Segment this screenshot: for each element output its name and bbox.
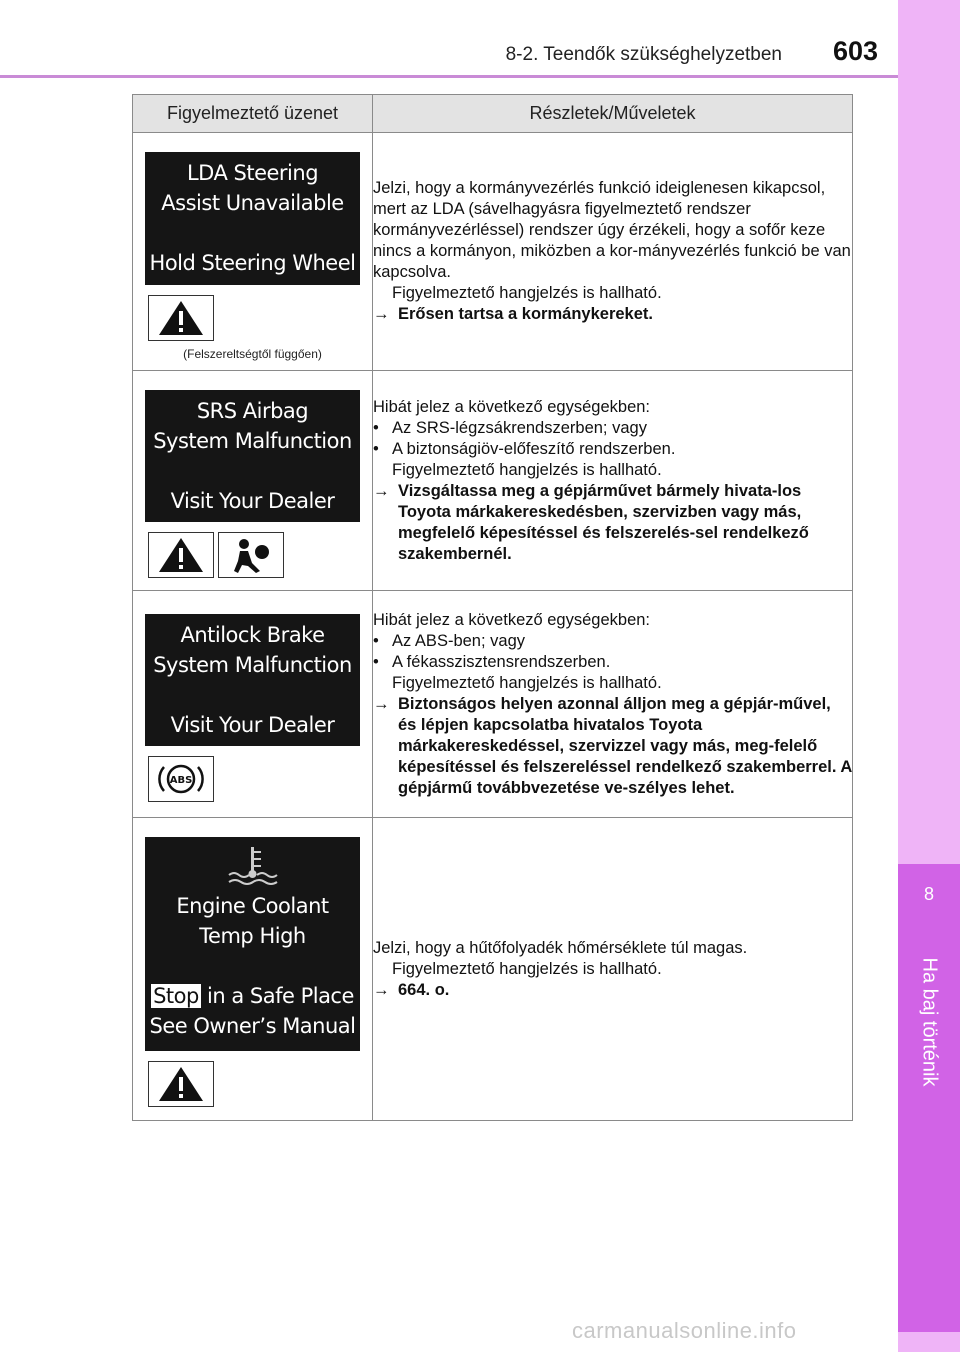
page-number: 603 — [833, 36, 879, 66]
col-header-message: Figyelmeztető üzenet — [133, 95, 373, 133]
screen-line — [145, 951, 360, 981]
col-header-details: Részletek/Műveletek — [373, 95, 853, 133]
side-tab-label: Ha baj történik — [918, 957, 941, 1087]
sound-note: Figyelmeztető hangjelzés is hallható. — [392, 959, 662, 978]
screen-line: Temp High — [199, 924, 306, 948]
sound-note: Figyelmeztető hangjelzés is hallható. — [392, 460, 662, 479]
screen-line — [145, 456, 360, 486]
abs-icon — [148, 756, 214, 802]
section-title: 8-2. Teendők szükséghelyzetben — [505, 44, 782, 65]
screen-line: LDA Steering — [186, 161, 319, 185]
coolant-temp-icon — [145, 843, 360, 891]
action-text: → Biztonságos helyen azonnal álljon meg a gépjár-művel, és lépjen kapcsolatba hivatalos Toyota márkakereskedéssel, szervizzel vagy más, meg-felelő képesítéssel és felszereléssel rendelkező szakemberrel. A gépjármű továbbvezetése ve-szélyes lehet. — [373, 694, 852, 797]
warning-triangle-icon — [148, 1061, 214, 1107]
details-cell — [373, 591, 853, 818]
display-screen-srs — [145, 390, 360, 522]
watermark: carmanualsonline.info — [572, 1318, 797, 1343]
description-text: Jelzi, hogy a kormányvezérlés funkció ideiglenesen kikapcsol, mert az LDA (sávelhagyásra figyelmeztető rendszer kormányvezérléssel) rendszer úgy érzékeli, hogy a sofőr keze nincs a kormányon, miközben a kor-mányvezérlés funkció be van kapcsolva. — [373, 179, 851, 281]
details-cell — [373, 371, 853, 591]
list-item: • Az ABS-ben; vagy — [373, 631, 525, 650]
screen-line: SRS Airbag — [196, 399, 309, 423]
action-text: → Erősen tartsa a kormánykereket. — [373, 305, 653, 323]
screen-line: System Malfunction — [153, 653, 352, 677]
screen-line: Engine Coolant — [176, 894, 329, 918]
intro-text: Hibát jelez a következő egységekben: — [373, 397, 651, 416]
message-cell — [133, 371, 373, 591]
table-row — [133, 591, 853, 818]
details-cell — [373, 818, 853, 1121]
action-text: → 664. o. — [373, 980, 450, 999]
description-text: Jelzi, hogy a hűtőfolyadék hőmérséklete túl magas. — [373, 938, 748, 957]
screen-line — [145, 680, 360, 710]
message-cell — [133, 133, 373, 371]
arrow-icon: → — [373, 980, 390, 999]
message-cell — [133, 818, 373, 1121]
sound-note: Figyelmeztető hangjelzés is hallható. — [392, 284, 662, 302]
intro-text: Hibát jelez a következő egységekben: — [373, 610, 651, 629]
screen-line: Stop in a Safe Place — [153, 984, 354, 1008]
screen-line — [145, 218, 360, 248]
screen-line: Visit Your Dealer — [170, 489, 335, 513]
indicator-icons — [148, 1061, 372, 1107]
table-row — [133, 818, 853, 1121]
side-tab-number: 8 — [923, 884, 934, 904]
sound-note: Figyelmeztető hangjelzés is hallható. — [392, 673, 662, 692]
screen-line: Hold Steering Wheel — [149, 251, 356, 275]
screen-line: Antilock Brake — [180, 623, 325, 647]
side-tab-active-section — [898, 864, 960, 1332]
table-row — [133, 133, 853, 371]
arrow-icon: → — [373, 694, 390, 713]
action-text: → Vizsgáltassa meg a gépjárművet bármely hivata-los Toyota márkakereskedésben, szervizben vagy más, megfelelő képesítéssel és felszerelés-sel rendelkező szakembernél. — [373, 481, 809, 563]
display-screen-abs — [145, 614, 360, 746]
stop-label: Stop — [153, 984, 199, 1008]
table-header-row — [133, 95, 853, 133]
arrow-icon: → — [373, 305, 390, 323]
header-rule — [0, 75, 898, 78]
screen-line: Assist Unavailable — [161, 191, 344, 215]
screen-line: System Malfunction — [153, 429, 352, 453]
display-screen-lda — [145, 152, 360, 285]
list-item: • Az SRS-légzsákrendszerben; vagy — [373, 418, 647, 437]
indicator-icons — [148, 295, 372, 341]
warning-triangle-icon — [148, 295, 214, 341]
table-row — [133, 371, 853, 591]
indicator-icons — [148, 756, 372, 802]
arrow-icon: → — [373, 481, 390, 500]
list-item: • A fékasszisztensrendszerben. — [373, 652, 611, 671]
equipment-note: (Felszereltségtől függően) — [183, 347, 322, 361]
display-screen-coolant — [145, 837, 360, 1051]
details-cell — [373, 133, 853, 371]
screen-line: See Owner’s Manual — [149, 1014, 356, 1038]
airbag-icon — [218, 532, 284, 578]
abs-label: ABS — [169, 775, 193, 786]
message-cell — [133, 591, 373, 818]
screen-line: Visit Your Dealer — [170, 713, 335, 737]
indicator-icons — [148, 532, 372, 578]
warning-triangle-icon — [148, 532, 214, 578]
warning-message-table — [132, 94, 853, 1121]
list-item: • A biztonságiöv-előfeszítő rendszerben. — [373, 439, 676, 458]
